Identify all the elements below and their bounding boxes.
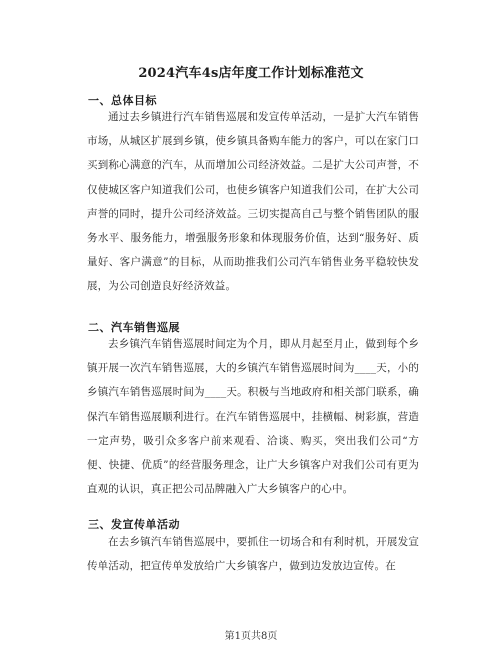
section-heading-roadshow: 二、汽车销售巡展 <box>88 321 180 334</box>
document-title: 2024汽车4s店年度工作计划标准范文 <box>138 66 364 81</box>
section-paragraph-roadshow: 去乡镇汽车销售巡展时间定为个月，即从月起至月止，做到每个乡镇开展一次汽车销售巡展，大的乡镇汽车销售巡展时间为____天，小的乡镇汽车销售巡展时间为____天。积极与当地政府和相关部门联系，确保汽车销售巡展顺利进行。在汽车销售巡展中，挂横幅、树彩旗，营造一定声势，吸引众多客户前来观看、洽谈、购买，突出我们公司“方便、快捷、优质”的经营服务理念，让广大乡镇客户对我们公司有更为直观的认识，真正把公司品牌融入广大乡镇客户的心中。 <box>87 338 419 496</box>
section-heading-goals: 一、总体目标 <box>88 94 157 107</box>
section-heading-flyers: 三、发宣传单活动 <box>88 518 180 531</box>
section-paragraph-flyers: 在去乡镇汽车销售巡展中，要抓住一切场合和有利时机，开展发宣传单活动，把宣传单发放给广大乡镇客户，做到边发放边宣传。在 <box>87 536 419 573</box>
section-paragraph-goals: 通过去乡镇进行汽车销售巡展和发宣传单活动，一是扩大汽车销售市场，从城区扩展到乡镇，使乡镇具备购车能力的客户，可以在家门口买到称心满意的汽车，从而增加公司经济效益。二是扩大公司声誉，不仅使城区客户知道我们公司，也使乡镇客户知道我们公司，在扩大公司声誉的同时，提升公司经济效益。三切实提高自己与整个销售团队的服务水平、服务能力，增强服务形象和体现服务价值，达到“服务好、质量好、客户满意”的目标，从而助推我们公司汽车销售业务平稳较快发展，为公司创造良好经济效益。 <box>87 111 419 293</box>
page-number-footer: 第1页共8页 <box>224 631 278 642</box>
